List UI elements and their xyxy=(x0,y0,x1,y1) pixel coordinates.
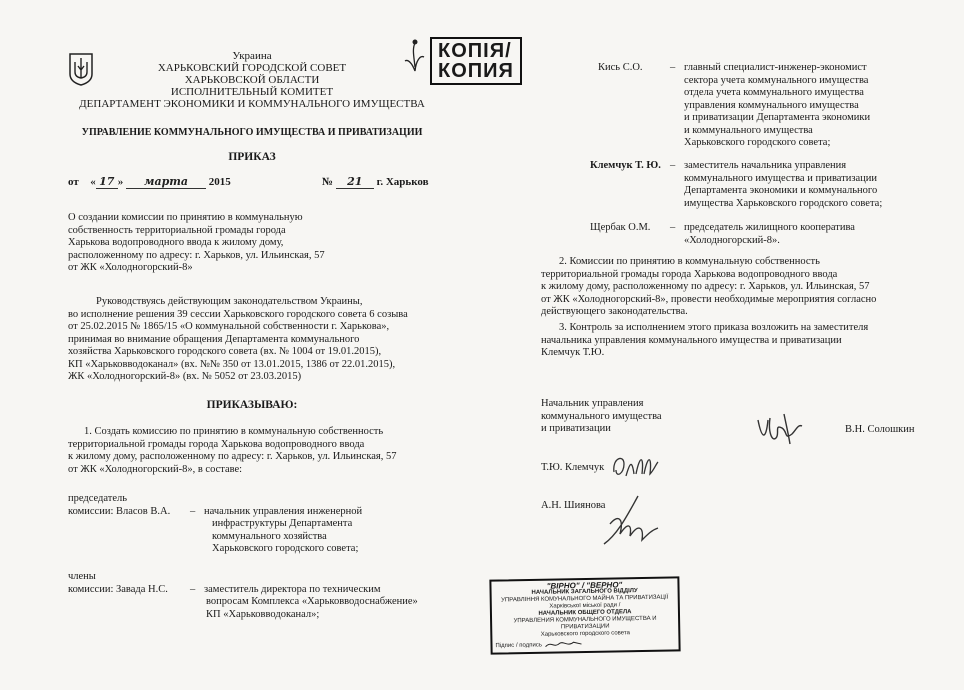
commission-member-klemchuk: Клемчук Т. Ю. – заместитель начальника управления коммунального имущества и приватизации Департамента экономики и коммунального имущества Харьковского городского совета; xyxy=(590,160,883,209)
region: ХАРЬКОВСКОЙ ОБЛАСТИ xyxy=(184,74,320,86)
commission-chair: председатель комиссии: Власов В.А. – начальник управления инженерной инфраструктуры Департамента коммунального хозяйства Харьковского городского совета; xyxy=(68,493,363,554)
stamp-copy-ru: КОПИЯ xyxy=(438,60,514,82)
administration-name: УПРАВЛЕНИЕ КОММУНАЛЬНОГО ИМУЩЕСТВА И ПРИВАТИЗАЦИИ xyxy=(81,127,423,138)
item-2: 2. Комиссии по принятию в коммунальную собственность территориальной громады города Харькова водопроводного ввода к жилому дому, расположенному по адресу: г. Харьков, ул. Ильинская, 57 от ЖК «Холодногорский-8», провести необходимые мероприятия согласно действующего законодательства. xyxy=(541,256,877,317)
verno-sign-label: Підпис / подпись xyxy=(495,642,543,650)
subject: О создании комиссии по принятию в коммунальную собственность территориальной громады города Харькова водопроводного ввода к жилому дому, расположенному по адресу: г. Харьков, ул. Ильинская, 57 от ЖК «Холодногорский-8» xyxy=(68,212,325,273)
order-heading: ПРИКАЗЫВАЮ: xyxy=(206,399,298,411)
signatory-title: Начальник управления коммунального имущества и приватизации xyxy=(541,398,662,434)
date-year: 2015 xyxy=(208,176,231,188)
signature-shiyanova xyxy=(598,494,662,557)
country: Украина xyxy=(232,50,272,62)
signature-klemchuk xyxy=(610,450,660,489)
item-1: 1. Создать комиссию по принятию в коммунальную собственность территориальной громады города Харькова водопроводного ввода к жилому дому, расположенному по адресу: г. Харьков, ул. Ильинская, 57 от ЖК «Холодногорский-8», в составе: xyxy=(68,426,397,475)
date-prefix: от xyxy=(68,176,79,188)
copy-stamp xyxy=(402,37,522,85)
item-3: 3. Контроль за исполнением этого приказа возложить на заместителя начальника управления коммунального имущества и приватизации Клемчук Т.Ю. xyxy=(541,322,869,358)
commission-member-shcherbak: Щербак О.М. – председатель жилищного кооператива «Холодногорский-8». xyxy=(590,222,855,246)
preamble: Руководствуясь действующим законодательством Украины, во исполнение решения 39 сессии Харьковского городского совета 6 созыва от 25.02.2015 № 1865/15 «О коммунальной собственности г. Харькова», принимая во внимание обращения Департамента коммунального хозяйства Харьковского городского совета (вх. № 1004 от 19.01.2015), КП «Харьковводоканал» (вх. №№ 350 от 13.01.2015, 1386 от 22.01.2015), ЖК «Холодногорский-8» (вх. № 5052 от 23.03.2015) xyxy=(68,296,408,382)
department: ДЕПАРТАМЕНТ ЭКОНОМИКИ И КОММУНАЛЬНОГО ИМУЩЕСТВА xyxy=(79,98,425,110)
commission-member-kis: Кись С.О. – главный специалист-инженер-экономист сектора учета коммунального имущества отдела учета коммунального имущества управления коммунального имущества и приватизации Департамента экономики и коммунального имущества Харьковского городского совета; xyxy=(598,62,871,148)
date-month: марта xyxy=(126,175,206,189)
approval-klemchuk: Т.Ю. Клемчук xyxy=(541,462,605,473)
stamp-copy-ua: КОПІЯ/ xyxy=(438,40,512,62)
approval-shiyanova: А.Н. Шиянова xyxy=(541,500,606,511)
commission-member-zavada: члены комиссии: Завада Н.С. – заместитель директора по техническим вопросам Комплекса «Харьковводоснабжение» КП «Харьковводоканал»; xyxy=(68,571,418,620)
verno-title: "ВІРНО" / "ВЕРНО" xyxy=(546,580,623,591)
doc-type: ПРИКАЗ xyxy=(228,151,276,163)
signature-head xyxy=(754,410,814,451)
council: ХАРЬКОВСКИЙ ГОРОДСКОЙ СОВЕТ xyxy=(157,62,347,74)
city: г. Харьков xyxy=(376,176,429,188)
date-day: 17 xyxy=(96,175,118,189)
letterhead xyxy=(60,50,444,110)
order-number: 21 xyxy=(336,175,374,189)
date-line: от « 17 » марта 2015 № 21 г. Харьков xyxy=(68,175,429,188)
certified-copy-stamp: "ВІРНО" / "ВЕРНО" НАЧАЛЬНИК ЗАГАЛЬНОГО ВІДДІЛУ УПРАВЛІННЯ КОМУНАЛЬНОГО МАЙНА ТА ПРИВАТИЗАЦІЇ Харківської міської ради / НАЧАЛЬНИК ОБЩЕГО ОТДЕЛА УПРАВЛЕНИЯ КОММУНАЛЬНОГО ИМУЩЕСТВА И ПРИВАТИЗАЦИИ Харьковского городского совета Підпис / подпись xyxy=(489,576,680,654)
committee: ИСПОЛНИТЕЛЬНЫЙ КОМИТЕТ xyxy=(170,86,334,98)
signatory-name: В.Н. Солошкин xyxy=(845,424,915,435)
stamp-emblem-icon xyxy=(402,37,428,73)
